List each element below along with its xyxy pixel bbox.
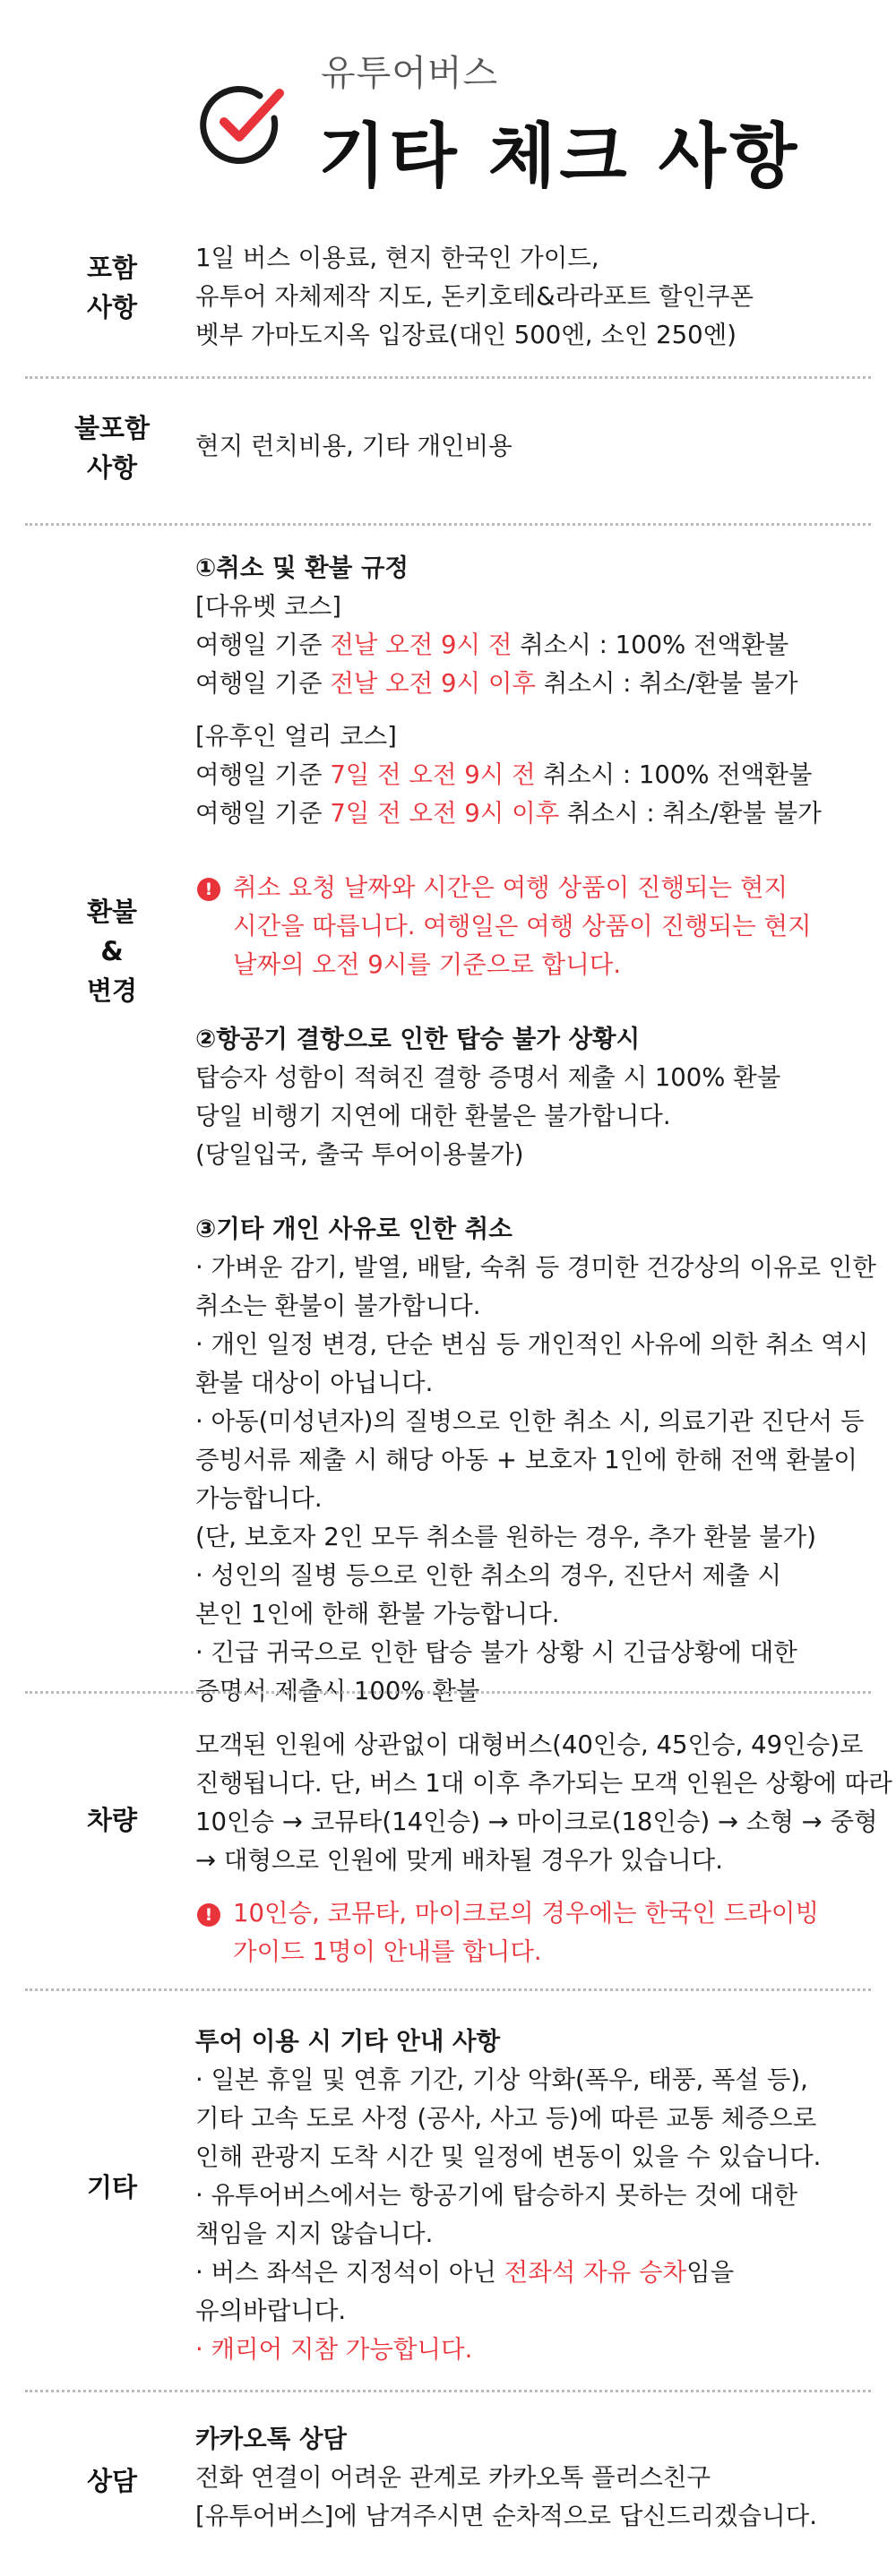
included-section — [0, 193, 896, 376]
check-circle-icon — [197, 81, 287, 170]
divider — [25, 1988, 871, 1991]
course-name: [유후인 얼리 코스] — [195, 722, 397, 751]
refund-section — [0, 527, 896, 1705]
vehicle-label: 차량 — [86, 1805, 138, 1835]
other-content: 투어 이용 시 기타 안내 사항 · 일본 휴일 및 연휴 기간, 기상 악화(폭우, 태풍, 폭설 등), 기타 고속 도로 사정 (공사, 사고 등)에 따른 교통 체증으로 인해 관광지 도착 시간 및 일정에 변동이 있을 수 있습니다. · 유투어버스에서는 항공기에 탑승하지 못하는 것에 대한 책임을 지지 않습니다. · 버스 좌석은 지정석이 아닌 전좌석 자유 승차임을 유의바랍니다. · 캐리어 지참 가능합니다. — [195, 2022, 878, 2369]
divider — [25, 2390, 871, 2392]
other-label: 기타 — [86, 2172, 138, 2202]
header — [0, 0, 896, 197]
consult-label: 상담 — [86, 2466, 138, 2496]
brand-name: 유투어버스 — [321, 53, 499, 94]
course-rule: 여행일 기준 전날 오전 9시 전 취소시 : 100% 전액환불 — [195, 631, 789, 659]
exclamation-circle-icon: ! — [197, 878, 220, 901]
divider — [25, 376, 871, 379]
course-rule: 여행일 기준 전날 오전 9시 이후 취소시 : 취소/환불 불가 — [195, 669, 798, 698]
course-rule: 여행일 기준 7일 전 오전 9시 전 취소시 : 100% 전액환불 — [195, 760, 813, 789]
other-title: 투어 이용 시 기타 안내 사항 — [195, 2027, 501, 2056]
page-title: 기타 체크 사항 — [318, 116, 801, 197]
consult-title: 카카오톡 상담 — [195, 2425, 347, 2453]
carrier-notice: · 캐리어 지참 가능합니다. — [195, 2335, 473, 2364]
vehicle-content: 모객된 인원에 상관없이 대형버스(40인승, 45인승, 49인승)로 진행됩니다. 단, 버스 1대 이후 추가되는 모객 인원은 상황에 따라 10인승 → 코뮤타(14인승) → 마이크로(18인승) → 소형 → 중형 → 대형으로 인원에 맞게 배차될 경우가 있습니다. ! 10인승, 코뮤타, 마이크로의 경우에는 한국인 드라이빙 가이드 1명이 안내를 합니다. — [195, 1726, 878, 1971]
included-line: 벳부 가마도지옥 입장료(대인 500엔, 소인 250엔) — [195, 321, 737, 349]
vehicle-section — [0, 1695, 896, 1988]
divider — [25, 1691, 871, 1694]
included-line: 유투어 자체제작 지도, 돈키호테&라라포트 할인쿠폰 — [195, 282, 754, 311]
excluded-content: 현지 런치비용, 기타 개인비용 — [195, 432, 513, 460]
consult-content: 카카오톡 상담 전화 연결이 어려운 관계로 카카오톡 플러스친구 [유투어버스]에 남겨주시면 순차적으로 답신드리겠습니다. — [195, 2420, 878, 2536]
course-name: [다유벳 코스] — [195, 592, 342, 621]
excluded-label: 불포함 사항 — [73, 413, 151, 483]
seat-notice: · 버스 좌석은 지정석이 아닌 전좌석 자유 승차임을 — [195, 2258, 735, 2287]
course-rule: 여행일 기준 7일 전 오전 9시 이후 취소시 : 취소/환불 불가 — [195, 799, 822, 828]
personal-cancel-title: ③기타 개인 사유로 인한 취소 — [195, 1215, 513, 1243]
vehicle-warning: ! 10인승, 코뮤타, 마이크로의 경우에는 한국인 드라이빙 가이드 1명이 안내를 합니다. — [195, 1894, 878, 1971]
refund-label: 환불 & 변경 — [86, 897, 138, 1006]
other-section — [0, 1992, 896, 2390]
excluded-section — [0, 380, 896, 523]
exclamation-circle-icon: ! — [197, 1903, 220, 1927]
included-content — [195, 239, 878, 355]
included-line: 1일 버스 이용료, 현지 한국인 가이드, — [195, 244, 599, 272]
consult-section — [0, 2393, 896, 2576]
refund-warning: ! 취소 요청 날짜와 시간은 여행 상품이 진행되는 현지 시간을 따릅니다. 여행일은 여행 상품이 진행되는 현지 날짜의 오전 9시를 기준으로 합니다. — [195, 869, 878, 984]
refund-rule-title: ①취소 및 환불 규정 — [195, 554, 409, 582]
included-label: 포함 사항 — [86, 253, 138, 322]
refund-content: ①취소 및 환불 규정 [다유벳 코스] 여행일 기준 전날 오전 9시 전 취소시 : 100% 전액환불 여행일 기준 전날 오전 9시 이후 취소시 : 취소/환불 불가 [유후인 얼리 코스] 여행일 기준 7일 전 오전 9시 전 취소시 : 100% 전액환불 여행일 기준 7일 전 오전 9시 이후 취소시 : 취소/환불 불가 ! 취소 요청 날짜와 시간은 여행 상품이 진행되는 현지 시간을 따릅니다. 여행일은 여행 상품이 진행되는 현지 날짜의 오전 9시를 기준으로 합니다. ②항공기 결항으로 인한 탑승 불가 상황시 탑승자 성함이 적혀진 결항 증명서 제출 시 100% 환불 당일 비행기 지연에 대한 환불은 불가합니다. (당일입국, 출국 투어이용불가) ③기타 개인 사유로 인한 취소 · 가벼운 감기, 발열, 배탈, 숙취 등 경미한 건강상의 이유로 인한 취소는 환불이 불가합니다. · 개인 일정 변경, 단순 변심 등 개인적인 사유에 의한 취소 역시 환불 대상이 아닙니다. · 아동(미성년자)의 질병으로 인한 취소 시, 의료기관 진단서 등 증빙서류 제출 시 해당 아동 + 보호자 1인에 한해 전액 환불이 가능합니다. (단, 보호자 2인 모두 취소를 원하는 경우, 추가 환불 불가) · 성인의 질병 등으로 인한 취소의 경우, 진단서 제출 시 본인 1인에 한해 환불 가능합니다. · 긴급 귀국으로 인한 탑승 불가 상황 시 긴급상황에 대한 증명서 제출시 100% 환불 — [195, 549, 878, 1711]
flight-cancel-title: ②항공기 결항으로 인한 탑승 불가 상황시 — [195, 1025, 641, 1053]
divider — [25, 523, 871, 526]
